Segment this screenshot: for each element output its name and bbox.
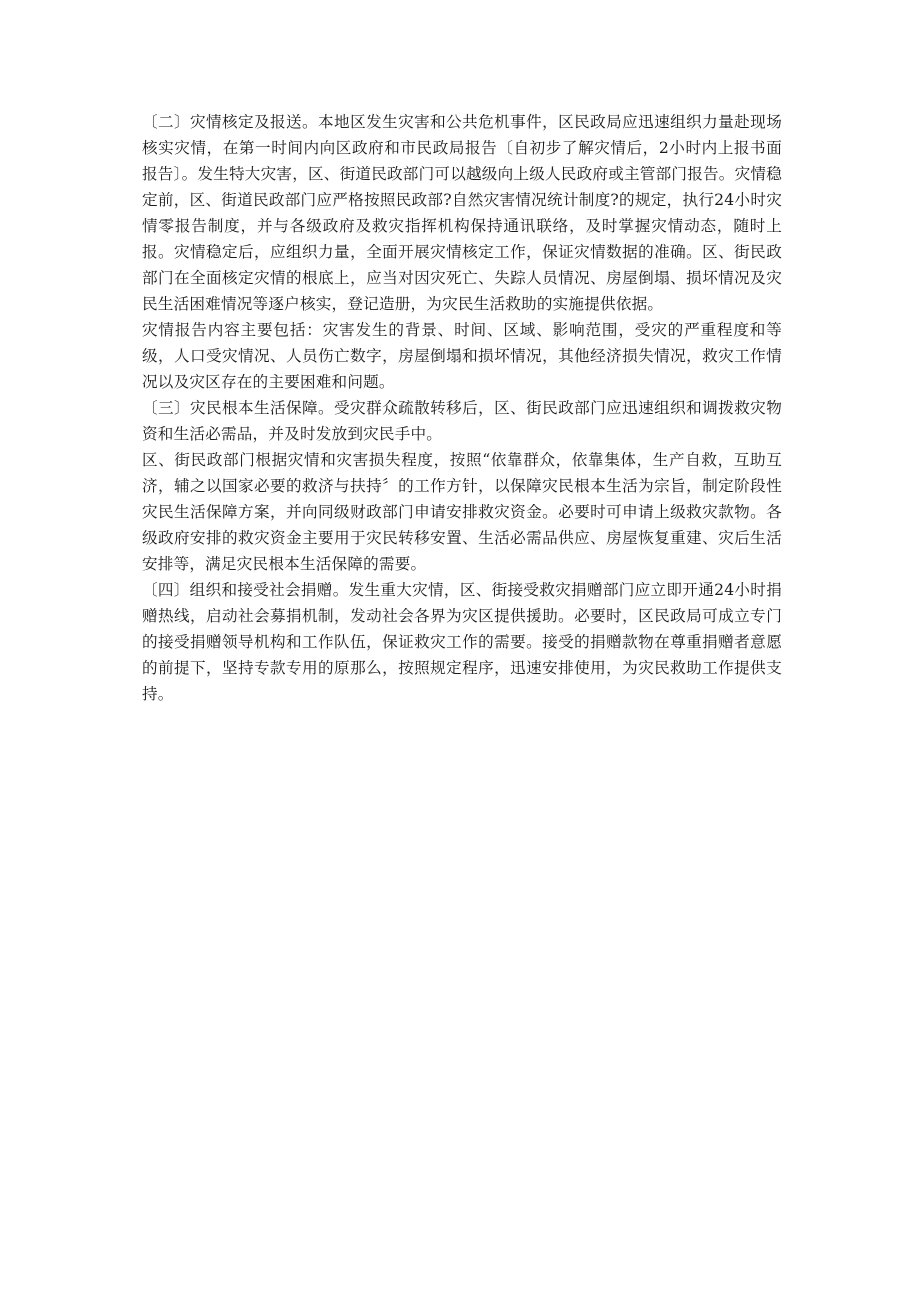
paragraph-basic-living-security: 〔三〕灾民根本生活保障。受灾群众疏散转移后，区、街民政部门应迅速组织和调拨救灾物资和生活必需品，并及时发放到灾民手中。	[142, 399, 782, 443]
paragraph-report-contents: 灾情报告内容主要包括：灾害发生的背景、时间、区域、影响范围，受灾的严重程度和等级，人口受灾情况、人员伤亡数字，房屋倒塌和损坏情况，其他经济损失情况，救灾工作情况以及灾区存在的主要困难和问题。	[142, 321, 782, 391]
paragraph-disaster-verification: 〔二〕灾情核定及报送。本地区发生灾害和公共危机事件，区民政局应迅速组织力量赴现场核实灾情，在第一时间内向区政府和市民政局报告〔自初步了解灾情后，2小时内上报书面报告〕。发生特大灾害，区、街道民政部门可以越级向上级人民政府或主管部门报告。灾情稳定前，区、街道民政部门应严格按照民政部?自然灾害情况统计制度?的规定，执行24小时灾情零报告制度，并与各级政府及救灾指挥机构保持通讯联络，及时掌握灾情动态，随时上报。灾情稳定后，应组织力量，全面开展灾情核定工作，保证灾情数据的准确。区、街民政部门在全面核定灾情的根底上，应当对因灾死亡、失踪人员情况、房屋倒塌、损坏情况及灾民生活困难情况等逐户核实，登记造册，为灾民生活救助的实施提供依据。	[142, 113, 782, 313]
paragraph-social-donations: 〔四〕组织和接受社会捐赠。发生重大灾情，区、街接受救灾捐赠部门应立即开通24小时捐赠热线，启动社会募捐机制，发动社会各界为灾区提供援助。必要时，区民政局可成立专门的接受捐赠领导机构和工作队伍，保证救灾工作的需要。接受的捐赠款物在尊重捐赠者意愿的前提下，坚持专款专用的原那么，按照规定程序，迅速安排使用，为灾民救助工作提供支持。	[142, 581, 782, 703]
document-body	[142, 109, 782, 707]
paragraph-living-security-plan: 区、街民政部门根据灾情和灾害损失程度，按照“依靠群众，依靠集体，生产自救，互助互济，辅之以国家必要的救济与扶持〞的工作方针，以保障灾民根本生活为宗旨，制定阶段性灾民生活保障方案，并向同级财政部门申请安排救灾资金。必要时可申请上级救灾款物。各级政府安排的救灾资金主要用于灾民转移安置、生活必需品供应、房屋恢复重建、灾后生活安排等，满足灾民根本生活保障的需要。	[142, 451, 782, 573]
